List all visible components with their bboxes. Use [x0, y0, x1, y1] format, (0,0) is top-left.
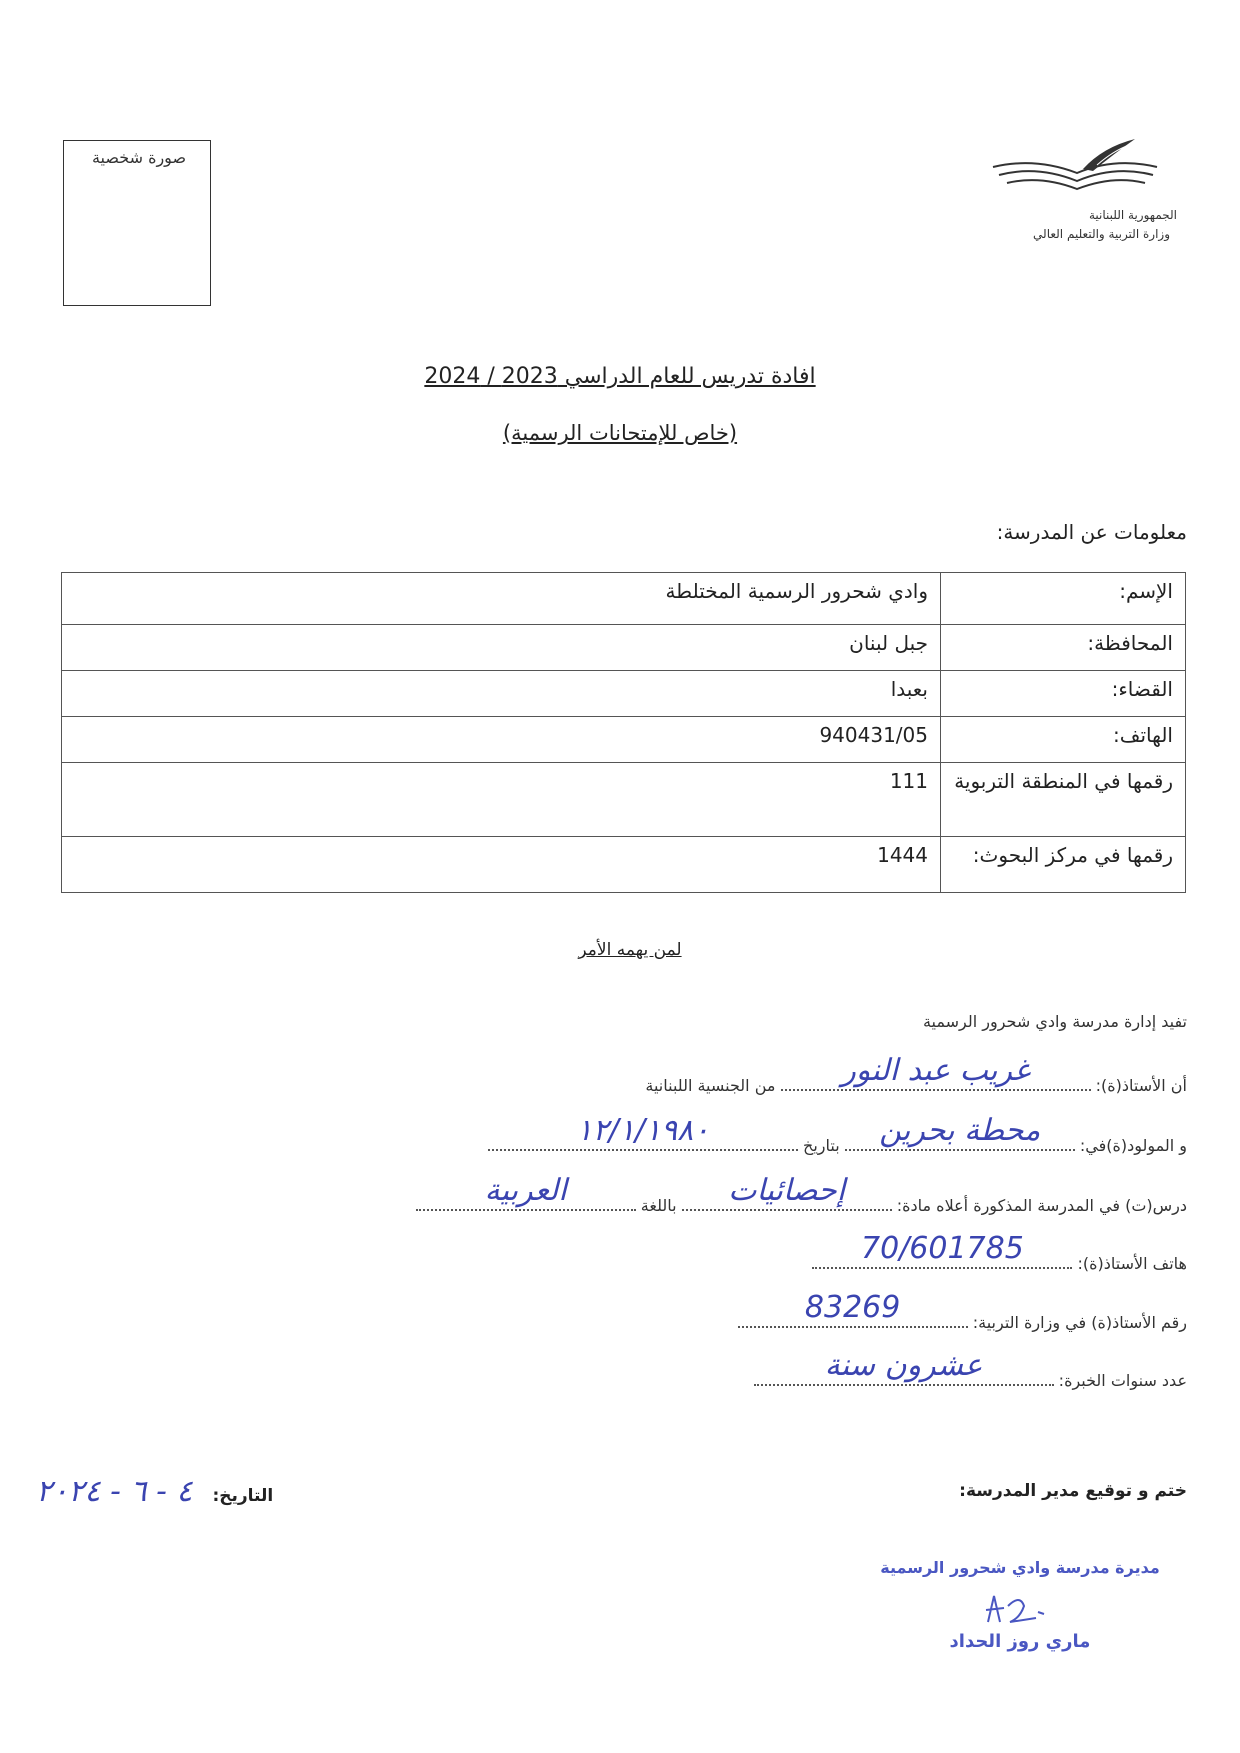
row-label: رقمها في مركز البحوث: — [941, 837, 1186, 893]
table-row — [62, 717, 1186, 763]
taught-label: درس(ت) في المدرسة المذكورة أعلاه مادة: — [896, 1196, 1187, 1215]
photo-label: صورة شخصية — [91, 148, 187, 167]
subject-value: إحصائيات — [728, 1173, 846, 1208]
phone-label: هاتف الأستاذ(ة): — [1077, 1254, 1187, 1273]
phone-line — [812, 1231, 1187, 1273]
subject-line — [416, 1173, 1187, 1215]
row-value: بعبدا — [62, 671, 941, 717]
teacher-line — [645, 1053, 1187, 1095]
photo-box — [63, 140, 211, 306]
row-label: رقمها في المنطقة التربوية — [941, 763, 1186, 837]
row-label: المحافظة: — [941, 625, 1186, 671]
ministry-name: وزارة التربية والتعليم العالي — [1033, 227, 1170, 241]
language-field — [416, 1173, 636, 1211]
row-value: جبل لبنان — [62, 625, 941, 671]
language-label: باللغة — [640, 1196, 677, 1215]
ministry-number-label: رقم الأستاذ(ة) في وزارة التربية: — [972, 1313, 1187, 1332]
row-label: القضاء: — [941, 671, 1186, 717]
nationality-text: من الجنسية اللبنانية — [645, 1076, 776, 1095]
teacher-label: أن الأستاذ(ة): — [1095, 1076, 1187, 1095]
ministry-number-line — [738, 1290, 1187, 1332]
table-row — [62, 837, 1186, 893]
to-whom-heading: لمن يهمه الأمر — [578, 940, 682, 960]
born-value: محطة بحرين — [879, 1113, 1041, 1148]
statement-intro: تفيد إدارة مدرسة وادي شحرور الرسمية — [922, 1012, 1187, 1031]
teacher-field — [781, 1053, 1091, 1091]
experience-label: عدد سنوات الخبرة: — [1058, 1371, 1187, 1390]
row-value: وادي شحرور الرسمية المختلطة — [62, 573, 941, 625]
phone-value: 70/601785 — [861, 1231, 1024, 1266]
ministry-number-value: 83269 — [804, 1290, 901, 1325]
country-name: الجمهورية اللبنانية — [1088, 208, 1177, 222]
birth-date-value: ١٢/١/١٩٨٠ — [576, 1113, 710, 1148]
footer-date-value: ٤ - ٦ - ٢٠٢٤ — [36, 1474, 193, 1509]
table-row — [62, 573, 1186, 625]
row-label: الهاتف: — [941, 717, 1186, 763]
school-info-table — [61, 572, 1186, 893]
stamp-label: ختم و توقيع مدير المدرسة: — [959, 1481, 1187, 1501]
experience-value: عشرون سنة — [824, 1348, 983, 1383]
ministry-logo — [975, 135, 1195, 255]
principal-title: مديرة مدرسة وادي شحرور الرسمية — [880, 1558, 1160, 1577]
table-row — [62, 671, 1186, 717]
birth-date-field — [488, 1113, 798, 1151]
book-logo-icon — [985, 135, 1165, 205]
ministry-number-field — [738, 1290, 968, 1328]
born-field — [845, 1113, 1075, 1151]
experience-line — [754, 1348, 1187, 1390]
teacher-value: غريب عبد النور — [841, 1053, 1030, 1088]
table-row — [62, 763, 1186, 837]
row-value: 111 — [62, 763, 941, 837]
signature-block — [870, 1558, 1170, 1652]
page-subtitle: (خاص للإمتحانات الرسمية) — [502, 421, 738, 445]
signature-icon — [980, 1592, 1060, 1628]
row-label: الإسم: — [941, 573, 1186, 625]
date-block — [36, 1474, 273, 1509]
subject-field — [682, 1173, 892, 1211]
footer-date-label: التاريخ: — [212, 1486, 274, 1506]
table-row — [62, 625, 1186, 671]
principal-name: ماري روز الحداد — [949, 1631, 1091, 1652]
page-title: افادة تدريس للعام الدراسي 2023 / 2024 — [424, 364, 816, 389]
experience-field — [754, 1348, 1054, 1386]
born-label: و المولود(ة)في: — [1079, 1136, 1187, 1155]
row-value: 1444 — [62, 837, 941, 893]
date-label: بتاريخ — [802, 1136, 840, 1155]
row-value: 940431/05 — [62, 717, 941, 763]
birth-line — [488, 1113, 1187, 1155]
phone-field — [812, 1231, 1072, 1269]
language-value: العربية — [484, 1173, 567, 1208]
school-info-heading: معلومات عن المدرسة: — [996, 520, 1187, 544]
